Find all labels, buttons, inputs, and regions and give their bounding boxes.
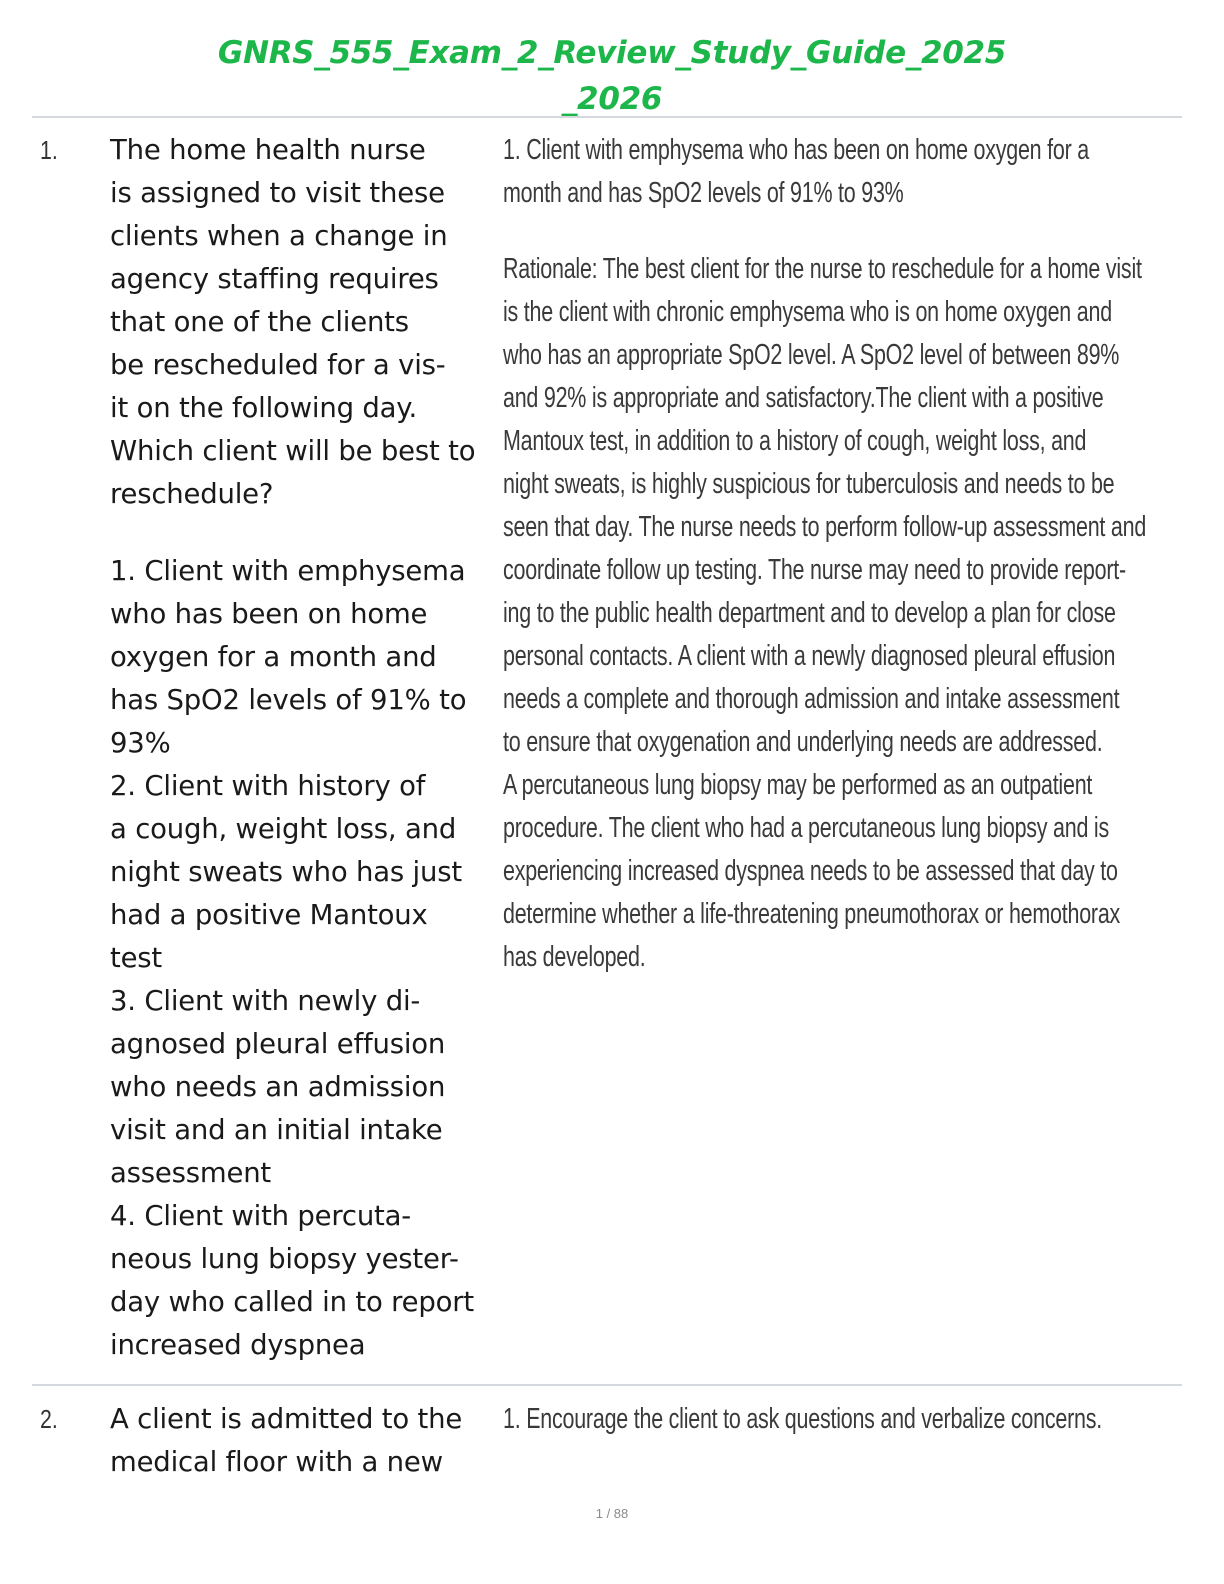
answer-text xyxy=(503,129,1183,979)
option-line: who has been on home xyxy=(110,598,428,630)
question-line: medical floor with a new xyxy=(110,1446,443,1478)
document-title-line-2: _2026 xyxy=(561,81,663,117)
item-divider xyxy=(32,1384,1182,1386)
answer-text xyxy=(503,1398,1183,1441)
rationale-line: seen that day. The nurse needs to perform follow-up assessment and xyxy=(503,511,1147,543)
rationale-line: who has an appropriate SpO2 level. A SpO2 level of between 89% xyxy=(503,339,1120,371)
question-line: clients when a change in xyxy=(110,220,448,252)
answer-line: 1. Client with emphysema who has been on home oxygen for a xyxy=(503,134,1089,166)
question-line: The home health nurse xyxy=(110,134,426,166)
document-title-line-1: GNRS_555_Exam_2_Review_Study_Guide_2025 xyxy=(217,35,1007,71)
rationale-line: Rationale: The best client for the nurse to reschedule for a home visit xyxy=(503,253,1142,285)
option-line: increased dyspnea xyxy=(110,1329,366,1361)
option-line: 93% xyxy=(110,727,171,759)
rationale-line: night sweats, is highly suspicious for tuberculosis and needs to be xyxy=(503,468,1115,500)
question-line: A client is admitted to the xyxy=(110,1403,463,1435)
option-line: had a positive Mantoux xyxy=(110,899,428,931)
top-divider xyxy=(32,116,1182,118)
rationale-line: coordinate follow up testing. The nurse may need to provide report- xyxy=(503,554,1126,586)
question-line: reschedule? xyxy=(110,478,274,510)
rationale-line: is the client with chronic emphysema who is on home oxygen and xyxy=(503,296,1112,328)
option-line: test xyxy=(110,942,163,974)
option-line: a cough, weight loss, and xyxy=(110,813,457,845)
rationale-line: personal contacts. A client with a newly diagnosed pleural effusion xyxy=(503,640,1116,672)
rationale-line: and 92% is appropriate and satisfactory.The client with a positive xyxy=(503,382,1104,414)
option-line: oxygen for a month and xyxy=(110,641,437,673)
answer-spacer xyxy=(503,215,1183,248)
document-title xyxy=(0,30,1224,122)
question-line: be rescheduled for a vis- xyxy=(110,349,446,381)
question-line: is assigned to visit these xyxy=(110,177,445,209)
option-line: visit and an initial intake xyxy=(110,1114,443,1146)
option-line: assessment xyxy=(110,1157,271,1189)
question-text xyxy=(110,129,502,1367)
answer-line: month and has SpO2 levels of 91% to 93% xyxy=(503,177,904,209)
rationale-line: Mantoux test, in addition to a history of cough, weight loss, and xyxy=(503,425,1087,457)
rationale-line: A percutaneous lung biopsy may be performed as an outpatient xyxy=(503,769,1093,801)
option-line: night sweats who has just xyxy=(110,856,462,888)
option-line: 1. Client with emphysema xyxy=(110,555,466,587)
option-line: 4. Client with percuta- xyxy=(110,1200,412,1232)
rationale-line: to ensure that oxygenation and underlying needs are addressed. xyxy=(503,726,1103,758)
rationale-line: has developed. xyxy=(503,941,646,973)
option-line: has SpO2 levels of 91% to xyxy=(110,684,467,716)
page-number: 1 / 88 xyxy=(595,1506,629,1521)
item-number: 2. xyxy=(40,1404,58,1434)
rationale-line: needs a complete and thorough admission and intake assessment xyxy=(503,683,1120,715)
question-text xyxy=(110,1398,502,1484)
option-line: agnosed pleural effusion xyxy=(110,1028,446,1060)
rationale-line: determine whether a life-threatening pneumothorax or hemothorax xyxy=(503,898,1121,930)
option-line: 2. Client with history of xyxy=(110,770,426,802)
item-number: 1. xyxy=(40,135,58,165)
question-line: it on the following day. xyxy=(110,392,418,424)
option-line: day who called in to report xyxy=(110,1286,474,1318)
question-line: Which client will be best to xyxy=(110,435,476,467)
question-line: agency staffing requires xyxy=(110,263,439,295)
rationale-line: experiencing increased dyspnea needs to be assessed that day to xyxy=(503,855,1118,887)
option-line: 3. Client with newly di- xyxy=(110,985,421,1017)
option-line: who needs an admission xyxy=(110,1071,446,1103)
rationale-line: procedure. The client who had a percutaneous lung biopsy and is xyxy=(503,812,1109,844)
answer-line: 1. Encourage the client to ask questions and verbalize concerns. xyxy=(503,1403,1102,1435)
question-line: that one of the clients xyxy=(110,306,409,338)
question-spacer xyxy=(110,516,502,550)
option-line: neous lung biopsy yester- xyxy=(110,1243,459,1275)
rationale-line: ing to the public health department and to develop a plan for close xyxy=(503,597,1116,629)
